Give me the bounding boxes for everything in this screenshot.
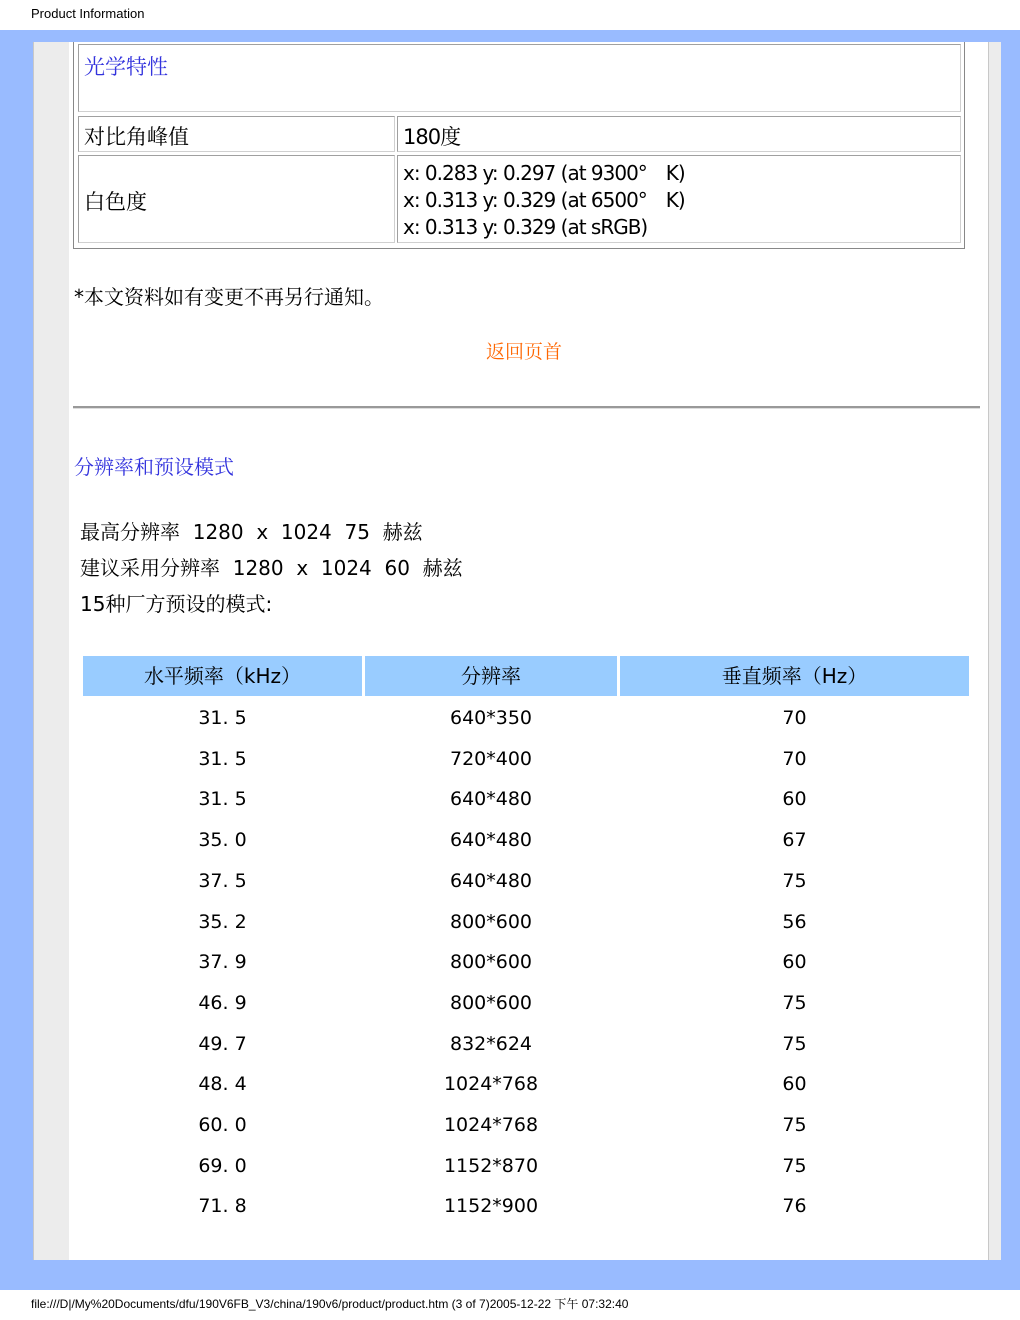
horizontal-frequency-cell: 49. 7 [198, 1032, 247, 1055]
vertical-frequency-cell: 60 [782, 951, 807, 974]
horizontal-frequency-cell: 37. 5 [198, 869, 247, 892]
contrast-angle-value: 180度 [403, 125, 461, 149]
white-point-line: x: 0.313 y: 0.329 (at sRGB) [403, 215, 648, 239]
change-notice: *本文资料如有变更不再另行通知。 [74, 285, 384, 309]
resolution-section-title: 分辨率和预设模式 [74, 455, 234, 479]
horizontal-frequency-cell: 69. 0 [198, 1154, 247, 1177]
table-row [83, 983, 969, 1023]
header-horizontal-frequency: 水平频率（kHz） [83, 656, 362, 696]
contrast-angle-value-cell [397, 116, 961, 152]
white-point-line: x: 0.283 y: 0.297 (at 9300° K) [403, 161, 685, 185]
vertical-frequency-cell: 70 [782, 707, 807, 729]
back-to-top-link[interactable]: 返回页首 [486, 341, 563, 363]
table-row [83, 861, 969, 901]
resolution-cell: 800*600 [449, 951, 533, 974]
vertical-frequency-cell: 75 [782, 991, 807, 1014]
page-header-title: Product Information [31, 6, 145, 21]
right-scroll-strip [988, 42, 1001, 1260]
white-point-label-cell [78, 155, 395, 243]
vertical-frequency-cell: 60 [782, 788, 807, 811]
vertical-frequency-cell: 60 [782, 1073, 807, 1096]
table-row [83, 902, 969, 942]
header-resolution: 分辨率 [365, 656, 617, 696]
table-row [83, 1105, 969, 1145]
optical-title: 光学特性 [84, 55, 168, 79]
resolution-cell: 640*350 [449, 707, 533, 729]
horizontal-frequency-cell: 48. 4 [198, 1073, 247, 1096]
preset-modes-caption: 15种厂方预设的模式: [80, 592, 273, 616]
header-vertical-frequency: 垂直频率（Hz） [620, 656, 969, 696]
resolution-cell: 1152*900 [443, 1195, 539, 1218]
resolution-cell: 640*480 [449, 869, 533, 892]
resolution-cell: 640*480 [449, 829, 533, 852]
table-row [83, 739, 969, 779]
table-row [83, 1186, 969, 1226]
contrast-angle-label: 对比角峰值 [84, 125, 189, 149]
table-row [83, 779, 969, 819]
horizontal-frequency-cell: 31. 5 [198, 788, 247, 811]
resolution-cell: 800*600 [449, 991, 533, 1014]
table-row [83, 1024, 969, 1064]
vertical-frequency-cell: 75 [782, 1032, 807, 1055]
white-point-value-cell [397, 155, 961, 243]
horizontal-frequency-cell: 60. 0 [198, 1114, 247, 1136]
recommended-resolution: 建议采用分辨率 1280 x 1024 60 赫兹 [80, 556, 463, 580]
vertical-frequency-cell: 70 [782, 747, 807, 770]
table-row [83, 820, 969, 860]
contrast-angle-label-cell [78, 116, 395, 152]
vertical-frequency-cell: 76 [782, 1195, 807, 1218]
table-row [83, 1146, 969, 1186]
horizontal-frequency-cell: 35. 2 [198, 910, 247, 933]
left-margin-column [33, 42, 70, 1260]
vertical-frequency-cell: 67 [782, 829, 807, 852]
resolution-cell: 720*400 [449, 747, 533, 770]
resolution-cell: 1024*768 [443, 1114, 539, 1136]
max-resolution: 最高分辨率 1280 x 1024 75 赫兹 [80, 520, 423, 544]
vertical-frequency-cell: 75 [782, 1114, 807, 1136]
white-point-line: x: 0.313 y: 0.329 (at 6500° K) [403, 188, 685, 212]
table-row [83, 698, 969, 738]
vertical-frequency-cell: 75 [782, 1154, 807, 1177]
table-row [83, 942, 969, 982]
resolution-cell: 1024*768 [443, 1073, 539, 1096]
section-divider [73, 406, 980, 409]
vertical-frequency-cell: 56 [782, 910, 807, 933]
resolution-cell: 1152*870 [443, 1154, 539, 1177]
white-point-label: 白色度 [84, 190, 147, 214]
resolution-cell: 800*600 [449, 910, 533, 933]
horizontal-frequency-cell: 46. 9 [198, 991, 247, 1014]
vertical-frequency-cell: 75 [782, 869, 807, 892]
resolution-cell: 640*480 [449, 788, 533, 811]
horizontal-frequency-cell: 31. 5 [198, 747, 247, 770]
horizontal-frequency-cell: 31. 5 [198, 707, 247, 729]
horizontal-frequency-cell: 37. 9 [198, 951, 247, 974]
table-row [83, 1064, 969, 1104]
horizontal-frequency-cell: 35. 0 [198, 829, 247, 852]
horizontal-frequency-cell: 71. 8 [198, 1195, 247, 1218]
page-footer-path: file:///D|/My%20Documents/dfu/190V6FB_V3/china/190v6/product/product.htm (3 of 7)2005-12-22 下午 07:32:40 [31, 1297, 629, 1311]
optical-title-cell [78, 44, 961, 112]
resolution-cell: 832*624 [449, 1032, 533, 1055]
